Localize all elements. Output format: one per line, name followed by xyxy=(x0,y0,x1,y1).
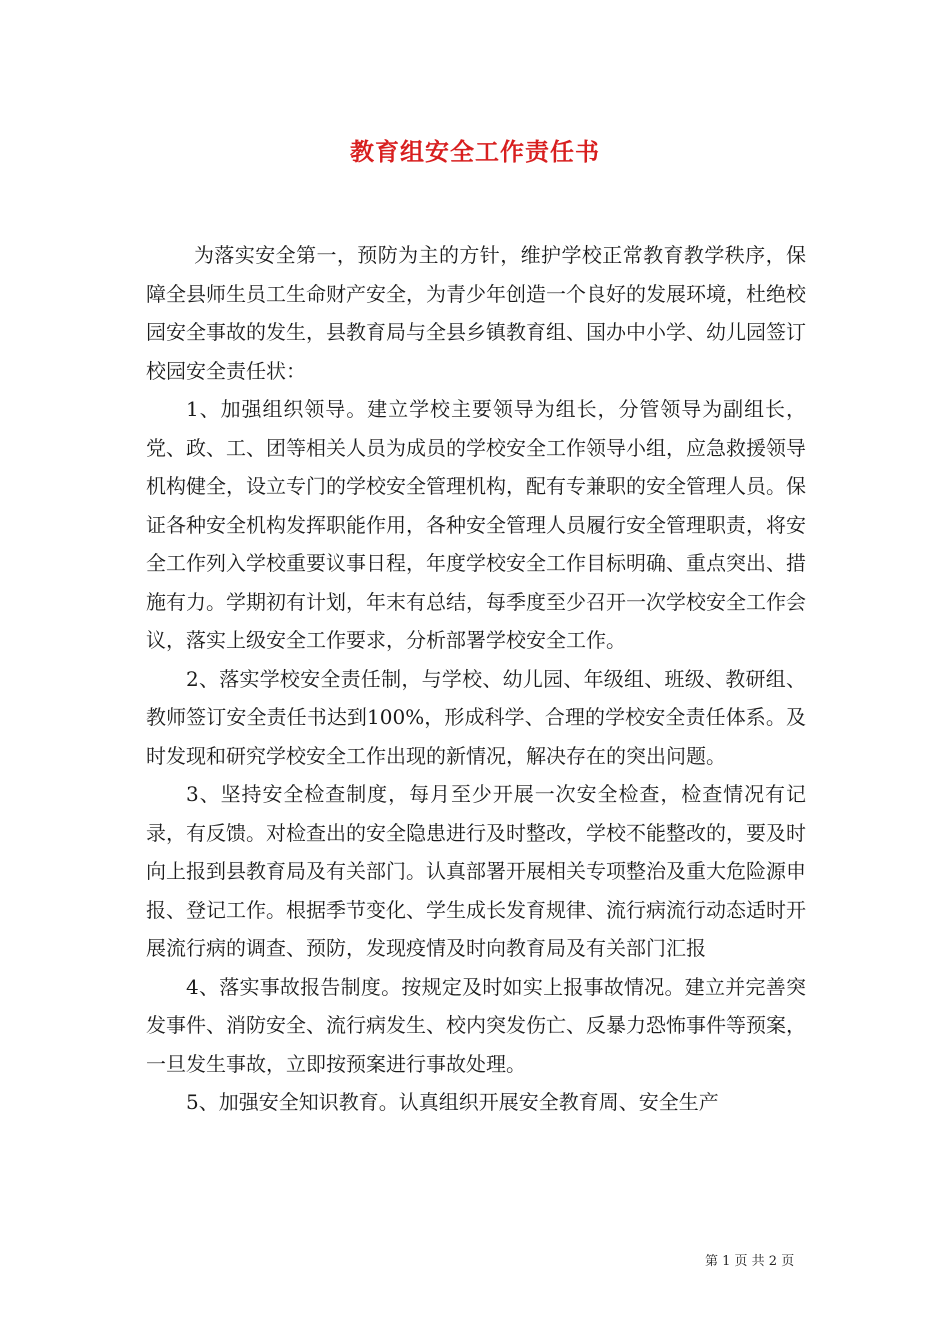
document-body xyxy=(146,236,806,1122)
paragraph-item-4: 4、落实事故报告制度。按规定及时如实上报事故情况。建立并完善突发事件、消防安全、流行病发生、校内突发伤亡、反暴力恐怖事件等预案，一旦发生事故，立即按预案进行事故处理。 xyxy=(146,974,806,1076)
page-number-footer: 第 1 页 共 2 页 xyxy=(705,1254,795,1269)
paragraph-intro: 为落实安全第一，预防为主的方针，维护学校正常教育教学秩序，保障全县师生员工生命财产安全，为青少年创造一个良好的发展环境，杜绝校园安全事故的发生，县教育局与全县乡镇教育组、国办中小学、幼儿园签订校园安全责任状： xyxy=(146,243,806,383)
paragraph-item-5: 5、加强安全知识教育。认真组织开展安全教育周、安全生产 xyxy=(186,1090,719,1114)
paragraph-item-1: 1、加强组织领导。建立学校主要领导为组长，分管领导为副组长，党、政、工、团等相关人员为成员的学校安全工作领导小组，应急救援领导机构健全，设立专门的学校安全管理机构，配有专兼职的安全管理人员。保证各种安全机构发挥职能作用，各种安全管理人员履行安全管理职责，将安全工作列入学校重要议事日程，年度学校安全工作目标明确、重点突出、措施有力。学期初有计划，年末有总结，每季度至少召开一次学校安全工作会议，落实上级安全工作要求，分析部署学校安全工作。 xyxy=(146,397,806,652)
document-title: 教育组安全工作责任书 xyxy=(350,137,600,166)
paragraph-item-2: 2、落实学校安全责任制，与学校、幼儿园、年级组、班级、教研组、教师签订安全责任书达到100%，形成科学、合理的学校安全责任体系。及时发现和研究学校安全工作出现的新情况，解决存在的突出问题。 xyxy=(146,666,806,768)
paragraph-item-3: 3、坚持安全检查制度，每月至少开展一次安全检查，检查情况有记录，有反馈。对检查出的安全隐患进行及时整改，学校不能整改的，要及时向上报到县教育局及有关部门。认真部署开展相关专项整治及重大危险源申报、登记工作。根据季节变化、学生成长发育规律、流行病流行动态适时开展流行病的调查、预防，发现疫情及时向教育局及有关部门汇报 xyxy=(146,782,806,960)
